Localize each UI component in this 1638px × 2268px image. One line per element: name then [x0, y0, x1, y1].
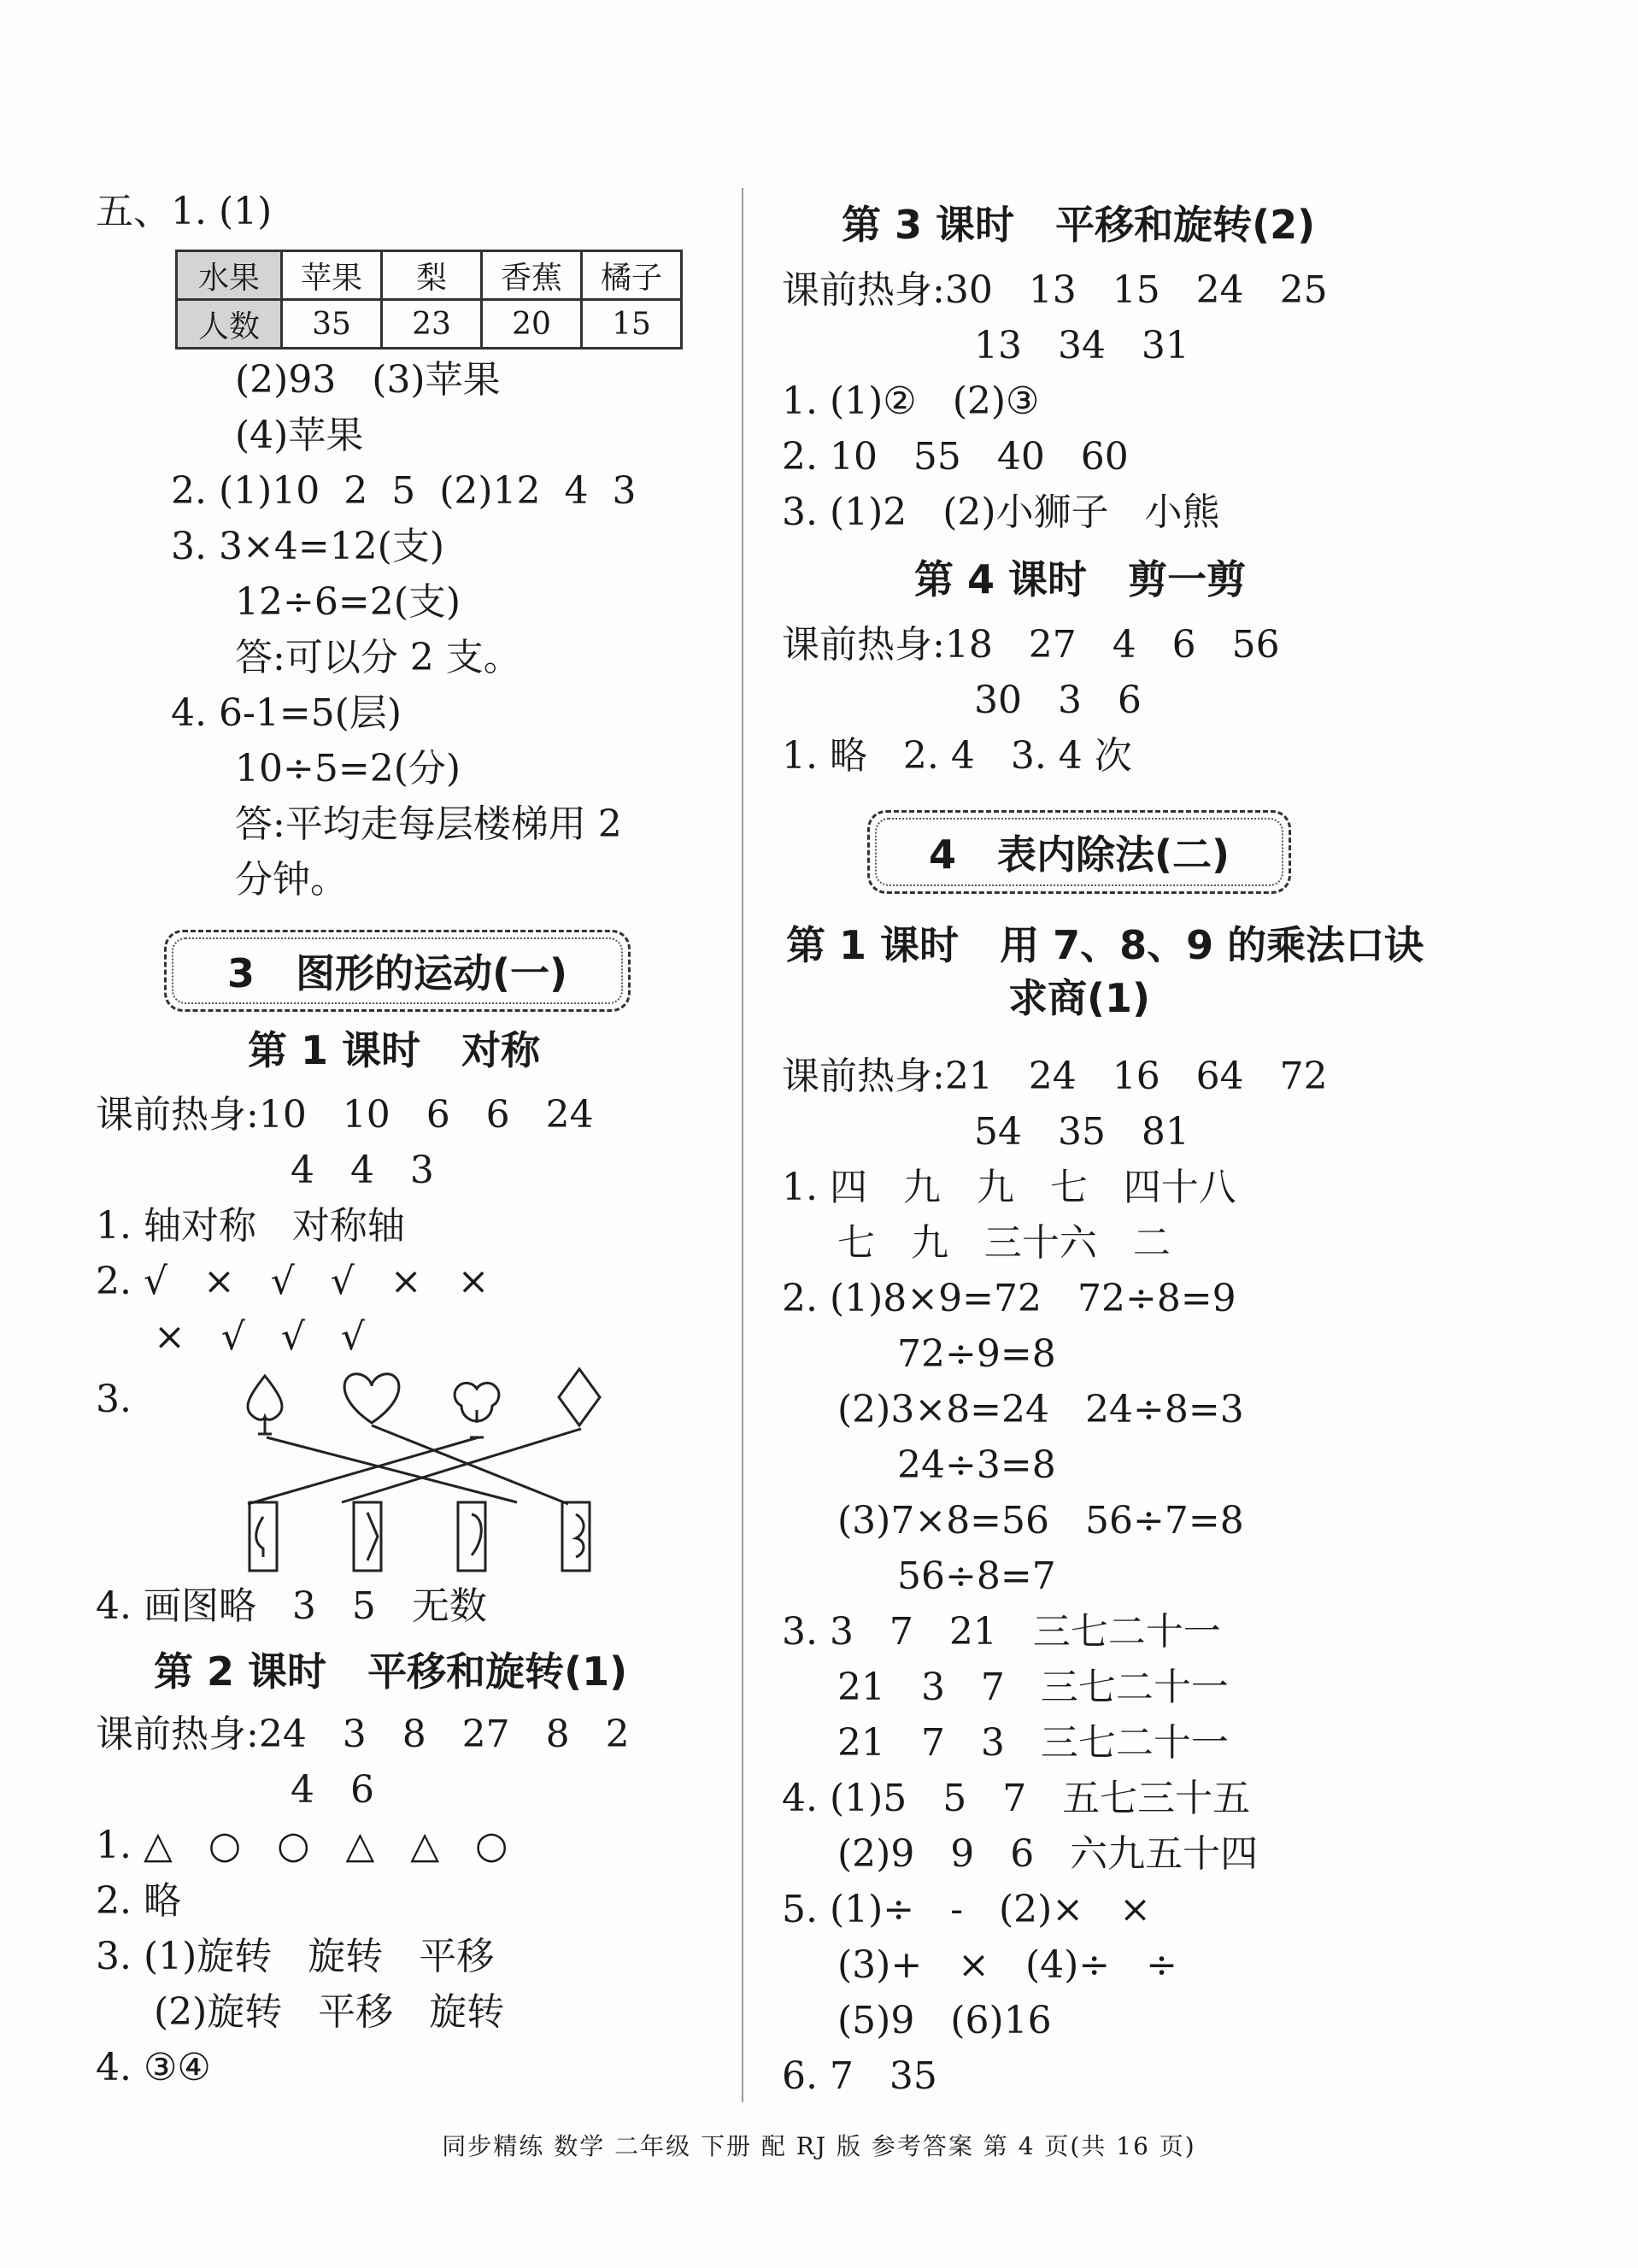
half-heart-icon [472, 1514, 481, 1555]
answer-5-1-2: (2)93 (3)苹果 [235, 358, 501, 402]
u4-warmup-a: 课前热身:21 24 16 64 72 [782, 1055, 1328, 1098]
half-club-icon [576, 1514, 584, 1557]
l4-answer-1: 1. 略 2. 4 3. 4 次 [782, 734, 1132, 778]
l2-answer-4: 4. ③④ [96, 2046, 211, 2089]
l2-answer-3a: 3. (1)旋转 旋转 平移 [96, 1935, 495, 1978]
answer-5-4b: 10÷5=2(分) [235, 747, 461, 790]
l1-answer-2a: 2. √ × √ √ × × [96, 1260, 490, 1303]
l2-warmup-a: 课前热身:24 3 8 27 8 2 [96, 1713, 630, 1756]
unit-4-title-box [867, 810, 1291, 894]
lesson-2-title: 第 2 课时 平移和旋转(1) [154, 1648, 628, 1695]
u4-answer-2a: 2. (1)8×9=72 72÷8=9 [782, 1277, 1236, 1320]
u4-lesson-1-title: 第 1 课时 用 7、8、9 的乘法口诀 [786, 922, 1424, 968]
u4-answer-3c: 21 7 3 三七二十一 [837, 1721, 1229, 1765]
u4-answer-2b: 72÷9=8 [897, 1332, 1056, 1376]
u4-answer-5c: (5)9 (6)16 [837, 1999, 1052, 2042]
l1-answer-1: 1. 轴对称 对称轴 [96, 1204, 405, 1248]
answer-5-1-4: (4)苹果 [235, 414, 364, 457]
u4-warmup-b: 54 35 81 [974, 1110, 1189, 1154]
u4-answer-2d: 24÷3=8 [897, 1443, 1056, 1487]
table-header-cell: 橘子 [582, 251, 682, 300]
l3-warmup-b: 13 34 31 [974, 324, 1189, 367]
table-header-cell: 梨 [382, 251, 482, 300]
column-divider [742, 188, 743, 2102]
l2-warmup-b: 4 6 [291, 1768, 374, 1812]
u4-answer-2f: 56÷8=7 [897, 1554, 1056, 1598]
answer-5-3b: 12÷6=2(支) [235, 580, 461, 624]
table-cell: 23 [382, 300, 482, 349]
l2-answer-3b: (2)旋转 平移 旋转 [154, 1990, 505, 2034]
u4-answer-2c: (2)3×8=24 24÷8=3 [837, 1388, 1244, 1431]
unit-3-title-box [164, 930, 631, 1012]
u4-lesson-1-title-cont: 求商(1) [1008, 975, 1151, 1021]
club-icon [455, 1383, 499, 1423]
l1-warmup-a: 课前热身:10 10 6 6 24 [96, 1093, 594, 1137]
u4-answer-1b: 七 九 三十六 二 [837, 1221, 1171, 1265]
answer-5-4a: 4. 6-1=5(层) [171, 691, 402, 735]
l2-answer-2: 2. 略 [96, 1879, 181, 1923]
l3-warmup-a: 课前热身:30 13 15 24 25 [782, 268, 1328, 312]
half-shape-card-4 [562, 1502, 590, 1571]
l1-warmup-b: 4 4 3 [291, 1149, 434, 1192]
l1-answer-3: 3. [96, 1378, 132, 1421]
l4-warmup-a: 课前热身:18 27 4 6 56 [782, 623, 1280, 667]
u4-answer-5b: (3)+ × (4)÷ ÷ [837, 1943, 1177, 1987]
table-cell: 15 [582, 300, 682, 349]
answer-5-3a: 3. 3×4=12(支) [171, 525, 445, 568]
lesson-3-title: 第 3 课时 平移和旋转(2) [842, 202, 1316, 248]
l3-answer-3: 3. (1)2 (2)小狮子 小熊 [782, 491, 1220, 534]
l2-answer-1: 1. △ ○ ○ △ △ ○ [96, 1824, 508, 1867]
half-diamond-icon [367, 1513, 378, 1560]
half-spade-icon [256, 1517, 263, 1557]
l4-warmup-b: 30 3 6 [974, 679, 1142, 722]
unit-4-title: 4 表内除法(二) [928, 831, 1230, 878]
u4-answer-1a: 1. 四 九 九 七 四十八 [782, 1166, 1236, 1209]
answer-5-4d: 分钟。 [235, 858, 348, 902]
matching-figure [231, 1359, 624, 1581]
l3-answer-2: 2. 10 55 40 60 [782, 435, 1129, 479]
table-header-cell: 水果 [177, 251, 282, 300]
table-cell: 35 [282, 300, 382, 349]
table-header-cell: 苹果 [282, 251, 382, 300]
u4-answer-5a: 5. (1)÷ - (2)× × [782, 1888, 1151, 1931]
fruit-table [175, 250, 683, 350]
diamond-icon [559, 1369, 600, 1425]
l3-answer-1: 1. (1)② (2)③ [782, 379, 1040, 423]
u4-answer-6: 6. 7 35 [782, 2054, 937, 2098]
l1-answer-2b: × √ √ √ [154, 1315, 365, 1359]
table-header-cell: 香蕉 [482, 251, 582, 300]
u4-answer-4a: 4. (1)5 5 7 五七三十五 [782, 1777, 1251, 1820]
answer-5-3c: 答:可以分 2 支。 [235, 636, 521, 679]
u4-answer-3a: 3. 3 7 21 三七二十一 [782, 1610, 1221, 1654]
u4-answer-4b: (2)9 9 6 六九五十四 [837, 1832, 1259, 1876]
table-cell: 20 [482, 300, 582, 349]
answer-5-2: 2. (1)10 2 5 (2)12 4 3 [171, 469, 637, 513]
unit-3-title: 3 图形的运动(一) [226, 950, 568, 996]
u4-answer-3b: 21 3 7 三七二十一 [837, 1666, 1229, 1709]
u4-answer-2e: (3)7×8=56 56÷7=8 [837, 1499, 1244, 1542]
l1-answer-4: 4. 画图略 3 5 无数 [96, 1584, 487, 1628]
lesson-1-title: 第 1 课时 对称 [248, 1027, 541, 1073]
answer-5-1-1: 五、1. (1) [96, 190, 273, 233]
half-shape-card-1 [250, 1502, 277, 1571]
page-footer: 同步精练 数学 二年级 下册 配 RJ 版 参考答案 第 4 页(共 16 页) [442, 2132, 1196, 2160]
spade-icon [248, 1376, 282, 1419]
lesson-4-title: 第 4 课时 剪一剪 [914, 556, 1247, 602]
answer-5-4c: 答:平均走每层楼梯用 2 [235, 802, 622, 846]
heart-icon [344, 1374, 399, 1423]
table-row-label: 人数 [177, 300, 282, 349]
